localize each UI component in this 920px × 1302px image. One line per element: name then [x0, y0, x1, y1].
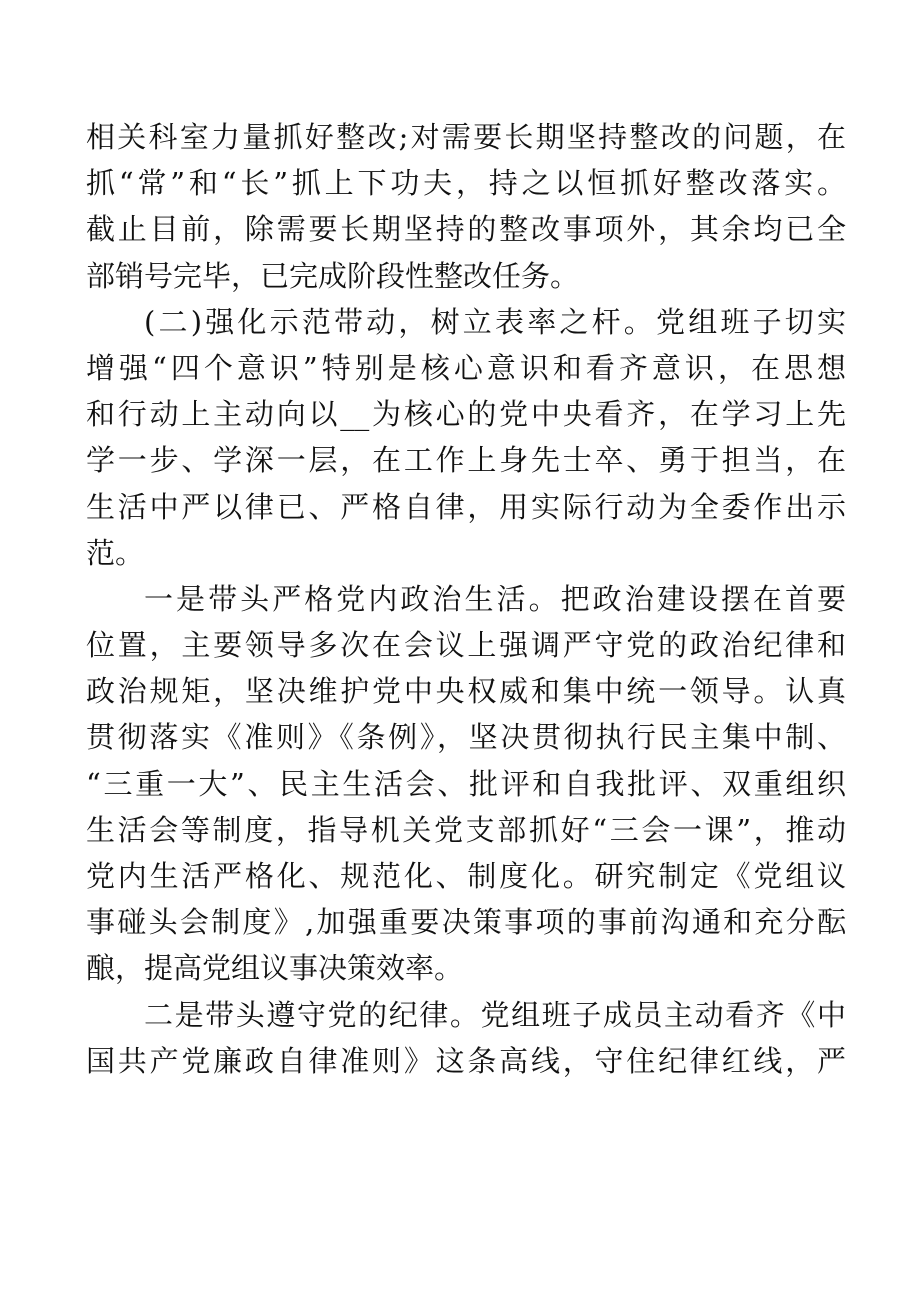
text-line: 贯彻落实《准则》《条例》，坚决贯彻执行民主集中制、 — [86, 720, 846, 755]
document-body — [86, 114, 846, 1084]
text-line: 生活中严以律已、严格自律，用实际行动为全委作出示 — [86, 489, 846, 524]
text-line: 国共产党廉政自律准则》这条高线，守住纪律红线，严 — [86, 1043, 846, 1078]
text-line: 生活会等制度，指导机关党支部抓好“三会一课”，推动 — [86, 812, 846, 847]
text-line: 范。 — [86, 535, 145, 570]
text-line: 和行动上主动向以__为核心的党中央看齐，在学习上先 — [86, 397, 846, 432]
text-line: “三重一大”、民主生活会、批评和自我批评、双重组织 — [86, 766, 846, 801]
text-line: 一是带头严格党内政治生活。把政治建设摆在首要 — [144, 581, 846, 616]
text-line: 部销号完毕，已完成阶段性整改任务。 — [86, 258, 580, 293]
text-line: 学一步、学深一层，在工作上身先士卒、勇于担当，在 — [86, 443, 846, 478]
text-line: 增强“四个意识”特别是核心意识和看齐意识，在思想 — [86, 350, 846, 385]
text-line: 位置，主要领导多次在会议上强调严守党的政治纪律和 — [86, 628, 846, 663]
text-line: 截止目前，除需要长期坚持的整改事项外，其余均已全 — [86, 212, 846, 247]
text-line: 抓“常”和“长”抓上下功夫，持之以恒抓好整改落实。 — [86, 166, 846, 201]
text-line: 政治规矩，坚决维护党中央权威和集中统一领导。认真 — [86, 674, 846, 709]
text-line: (二)强化示范带动，树立表率之杆。党组班子切实 — [144, 304, 846, 339]
paragraph — [86, 992, 846, 1084]
text-line: 事碰头会制度》,加强重要决策事项的事前沟通和充分酝 — [86, 905, 846, 940]
text-line: 酿，提高党组议事决策效率。 — [86, 951, 464, 986]
text-line: 相关科室力量抓好整改;对需要长期坚持整改的问题，在 — [86, 120, 846, 154]
text-line: 二是带头遵守党的纪律。党组班子成员主动看齐《中 — [144, 997, 846, 1032]
paragraph — [86, 299, 846, 576]
text-line: 党内生活严格化、规范化、制度化。研究制定《党组议 — [86, 859, 846, 893]
paragraph — [86, 576, 846, 992]
paragraph — [86, 114, 846, 299]
